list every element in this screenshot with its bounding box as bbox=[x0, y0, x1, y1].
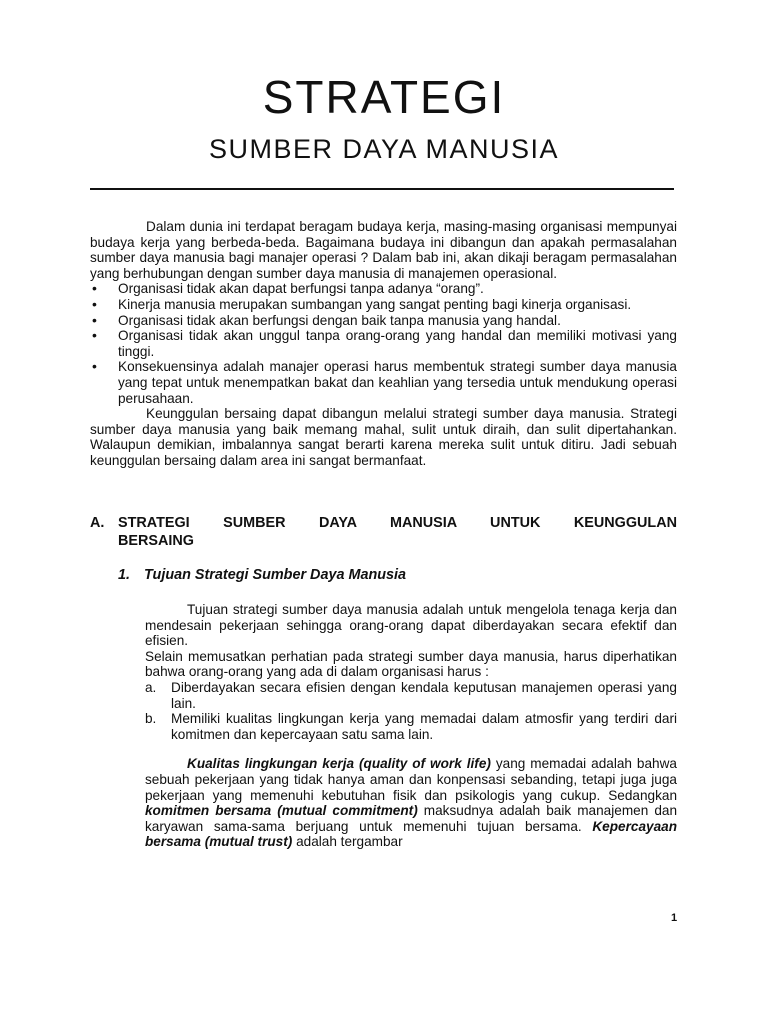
subsection-1-heading bbox=[118, 567, 406, 583]
list-marker: a. bbox=[145, 679, 157, 695]
intro-paragraph-2: Keunggulan bersaing dapat dibangun melalui strategi sumber daya manusia. Strategi sumber daya manusia yang baik memang mahal, sulit untuk diraih, dan sulit dipertahankan. Walaupun demikian, imbalannya sangat berarti karena mereka sulit untuk ditiru. Jadi sebuah keunggulan bersaing dalam area ini sangat bermanfaat. bbox=[90, 406, 677, 468]
bullet-item: • Kinerja manusia merupakan sumbangan yang sangat penting bagi kinerja organisasi. bbox=[90, 297, 677, 313]
intro-bullet-list bbox=[90, 281, 677, 406]
list-text: Memiliki kualitas lingkungan kerja yang memadai dalam atmosfir yang terdiri dari komitmen dan kepercayaan satu sama lain. bbox=[171, 711, 677, 742]
body-paragraph-1: Tujuan strategi sumber daya manusia adalah untuk mengelola tenaga kerja dan mendesain pekerjaan sehingga orang-orang dapat diberdayakan secara efektif dan efisien. bbox=[145, 602, 677, 649]
bullet-item: • Konsekuensinya adalah manajer operasi harus membentuk strategi sumber daya manusia yang tepat untuk menempatkan bakat dan keahlian yang tersedia untuk mendukung operasi perusahaan. bbox=[90, 359, 677, 406]
page-subtitle: SUMBER DAYA MANUSIA bbox=[208, 134, 560, 164]
term-quality-of-work-life: Kualitas lingkungan kerja (quality of work life) bbox=[187, 756, 491, 772]
intro-section bbox=[90, 219, 677, 469]
alpha-list bbox=[145, 680, 677, 742]
term-mutual-commitment: komitmen bersama (mutual commitment) bbox=[145, 803, 418, 819]
body-text-1: yang memadai adalah bahwa sebuah pekerjaan yang tidak hanya aman dan konpensasi sebanding, tetapi juga juga pekerjaan yang memenuhi kebutuhan fisik dan psikologis yang cukup. Sedangkan bbox=[145, 756, 677, 803]
list-marker: b. bbox=[145, 711, 157, 727]
subsection-title: Tujuan Strategi Sumber Daya Manusia bbox=[144, 567, 407, 583]
page-title: STRATEGI bbox=[262, 71, 506, 123]
page-number: 1 bbox=[671, 912, 678, 924]
title-divider bbox=[90, 188, 674, 190]
subsection-number: 1. bbox=[118, 567, 131, 583]
body-text-3: adalah tergambar bbox=[292, 834, 403, 850]
section-title-line-2: BERSAING bbox=[118, 533, 194, 549]
section-a-heading bbox=[90, 514, 677, 550]
bullet-item: • Organisasi tidak akan berfungsi dengan baik tanpa manusia yang handal. bbox=[90, 313, 677, 329]
term-mutual-trust: Kepercayaan bersama (mutual trust) bbox=[145, 818, 677, 850]
section-letter: A. bbox=[90, 515, 105, 531]
alpha-list-item bbox=[145, 680, 677, 711]
body-paragraph-3 bbox=[145, 756, 677, 850]
bullet-item: • Organisasi tidak akan dapat berfungsi tanpa adanya “orang”. bbox=[90, 281, 677, 297]
spacer bbox=[145, 742, 677, 756]
alpha-list-item bbox=[145, 711, 677, 742]
subsection-body bbox=[145, 602, 677, 850]
list-text: Diberdayakan secara efisien dengan kendala keputusan manajemen operasi yang lain. bbox=[171, 679, 677, 711]
body-paragraph-2: Selain memusatkan perhatian pada strategi sumber daya manusia, harus diperhatikan bahwa orang-orang yang ada di dalam organisasi harus : bbox=[145, 648, 677, 680]
section-title-line-1: STRATEGI SUMBER DAYA MANUSIA UNTUK KEUNGGULAN bbox=[118, 515, 677, 531]
bullet-item: • Organisasi tidak akan unggul tanpa orang-orang yang handal dan memiliki motivasi yang tinggi. bbox=[90, 328, 677, 359]
intro-paragraph: Dalam dunia ini terdapat beragam budaya kerja, masing-masing organisasi mempunyai budaya kerja yang berbeda-beda. Bagaimana budaya ini dibangun dan apakah permasalahan sumber daya manusia bagi manajer operasi ? Dalam bab ini, akan dikaji beragam permasalahan yang berhubungan dengan sumber daya manusia di manajemen operasional. bbox=[90, 219, 677, 281]
body-text-2: maksudnya adalah baik manajemen dan karyawan sama-sama berjuang untuk memenuhi tujuan bersama. bbox=[145, 803, 677, 834]
